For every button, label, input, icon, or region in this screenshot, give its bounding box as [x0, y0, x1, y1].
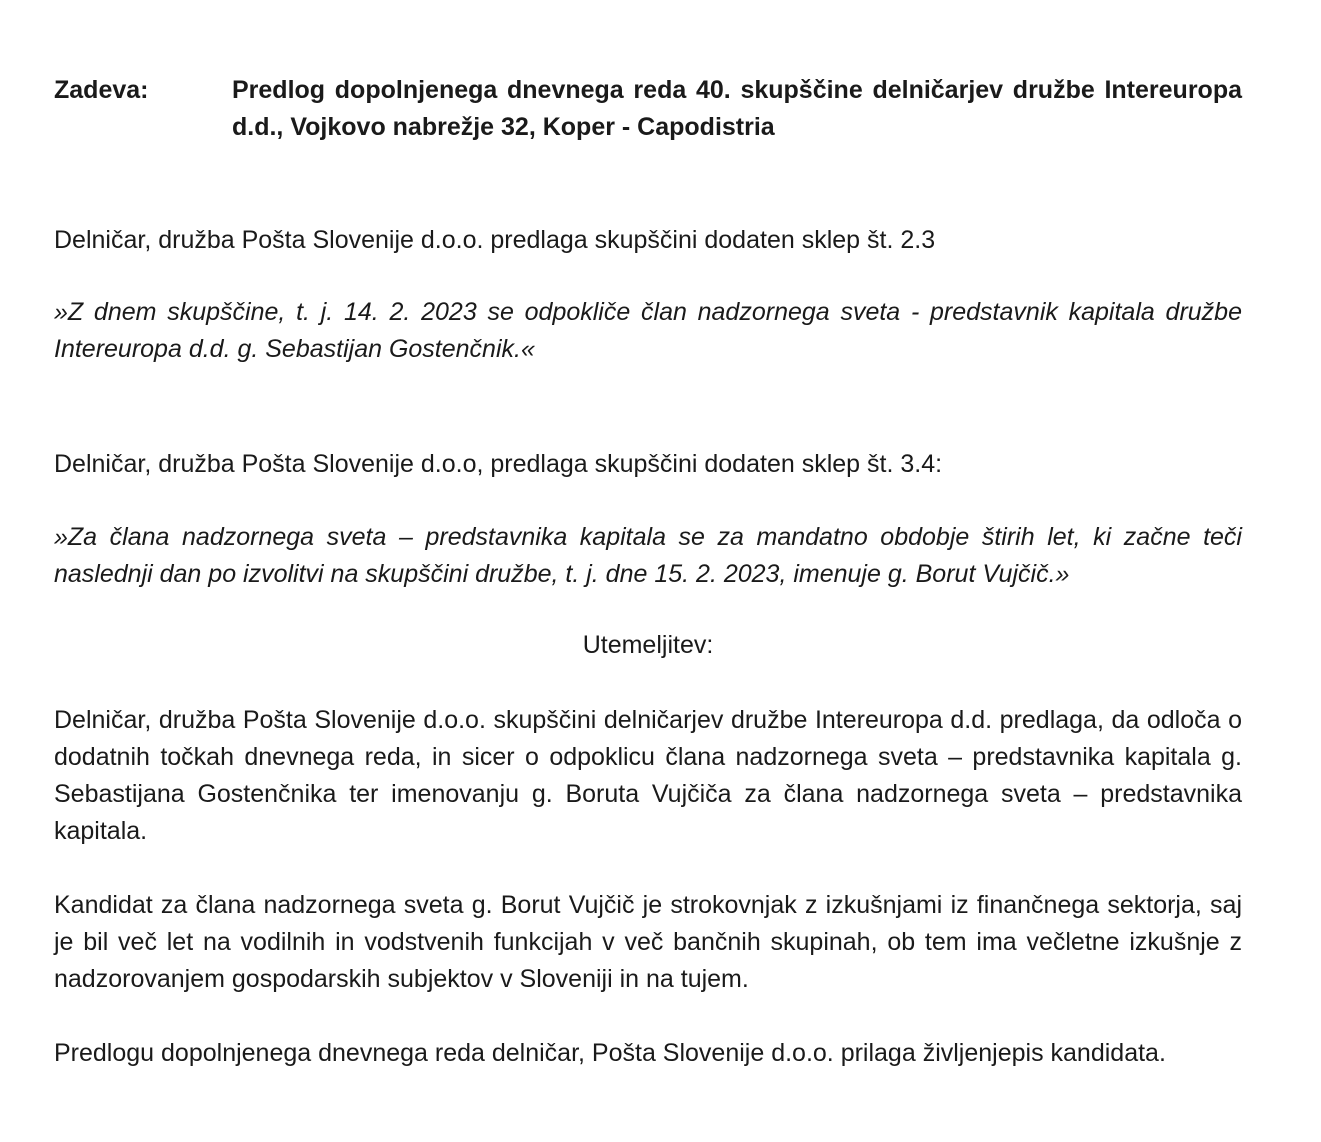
- justification-paragraph: Delničar, družba Pošta Slovenije d.o.o. skupščini delničarjev družbe Intereuropa d.d. predlaga, da odloča o dodatnih točkah dnevnega reda, in sicer o odpoklicu člana nadzornega sveta – predstavnika kapitala g. Sebastijana Gostenčnika ter imenovanju g. Boruta Vujčiča za člana nadzornega sveta – predstavnika kapitala.: [54, 706, 1242, 845]
- justification-paragraph: Predlogu dopolnjenega dnevnega reda delničar, Pošta Slovenije d.o.o. prilaga življenjepis kandidata.: [54, 1039, 1166, 1067]
- proposal-1-resolution: »Z dnem skupščine, t. j. 14. 2. 2023 se odpokliče član nadzornega sveta - predstavnik kapitala družbe Intereuropa d.d. g. Sebastijan Gostenčnik.«: [54, 298, 1242, 363]
- proposal-1-intro: Delničar, družba Pošta Slovenije d.o.o. predlaga skupščini dodaten sklep št. 2.3: [54, 226, 936, 254]
- proposal-2-resolution: »Za člana nadzornega sveta – predstavnika kapitala se za mandatno obdobje štirih let, ki začne teči naslednji dan po izvolitvi na skupščini družbe, t. j. dne 15. 2. 2023, imenuje g. Borut Vujčič.»: [54, 523, 1242, 588]
- subject-text: Predlog dopolnjenega dnevnega reda 40. skupščine delničarjev družbe Intereuropa d.d., Vojkovo nabrežje 32, Koper - Capodistria: [232, 76, 1242, 141]
- justification-heading: Utemeljitev:: [582, 631, 714, 659]
- justification-paragraph: Kandidat za člana nadzornega sveta g. Borut Vujčič je strokovnjak z izkušnjami iz finančnega sektorja, saj je bil več let na vodilnih in vodstvenih funkcijah v več bančnih skupinah, ob tem ima večletne izkušnje z nadzorovanjem gospodarskih subjektov v Sloveniji in na tujem.: [54, 891, 1242, 993]
- subject-label: Zadeva:: [54, 76, 149, 104]
- proposal-2-intro: Delničar, družba Pošta Slovenije d.o.o, predlaga skupščini dodaten sklep št. 3.4:: [54, 450, 943, 478]
